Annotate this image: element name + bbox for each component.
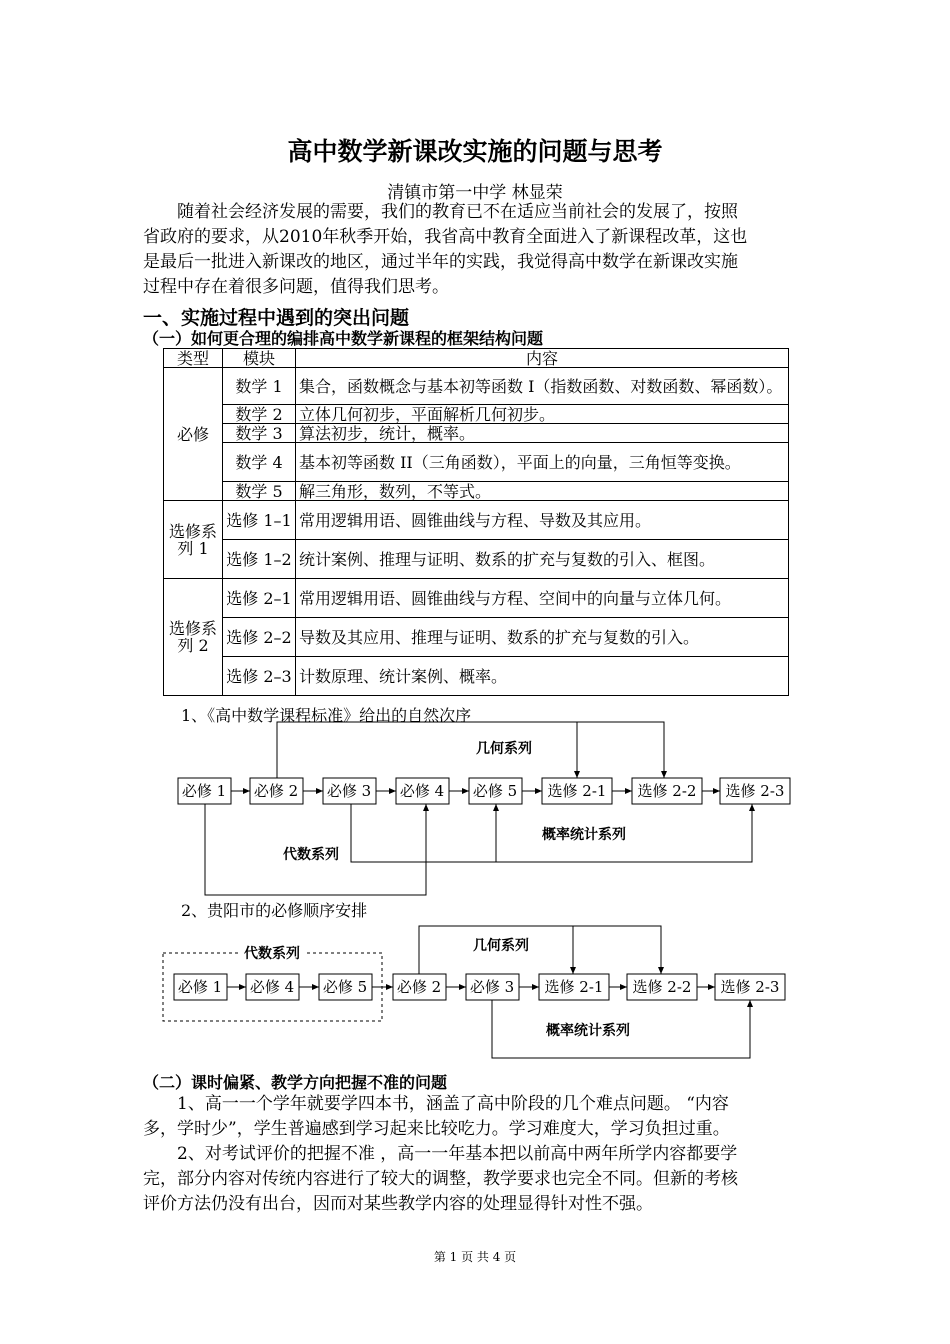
node-label: 必修 4 [249, 978, 295, 996]
page-footer: 第 1 页 共 4 页 [433, 1250, 517, 1264]
node-label: 选修 2-2 [637, 782, 697, 800]
module-cell: 选修 1–1 [223, 501, 296, 540]
intro-line: 随着社会经济发展的需要，我们的教育已不在适应当前社会的发展了，按照 [177, 202, 738, 222]
content-cell: 统计案例、推理与证明、数系的扩充与复数的引入、框图。 [296, 540, 789, 579]
geometry-connector [277, 722, 664, 778]
node-label: 必修 5 [322, 978, 368, 996]
diagram1-caption: 1、《高中数学课程标准》给出的自然次序 [181, 706, 472, 725]
node-label: 必修 3 [469, 978, 515, 996]
paragraph-line: 多，学时少”，学生普遍感到学习起来比较吃力。学习难度大，学习负担过重。 [143, 1119, 730, 1139]
node-label: 必修 1 [177, 978, 223, 996]
node-label: 选修 2-1 [547, 782, 607, 800]
paragraph-3 [143, 1142, 811, 1217]
subsection-heading-2: （二）课时偏紧、教学方向把握不准的问题 [143, 1073, 448, 1092]
probability-series-label: 概率统计系列 [542, 827, 626, 843]
geometry-series-label: 几何系列 [473, 938, 529, 954]
intro-line: 是最后一批进入新课改的地区，通过半年的实践，我觉得高中数学在新课改实施 [143, 252, 738, 272]
table-header: 类型 [164, 349, 223, 368]
content-cell: 导数及其应用、推理与证明、数系的扩充与复数的引入。 [296, 618, 789, 657]
algebra-series-label: 代数系列 [244, 946, 300, 962]
node-label: 必修 1 [181, 782, 227, 800]
module-cell: 选修 2–1 [223, 579, 296, 618]
diagram2-caption: 2、贵阳市的必修顺序安排 [181, 901, 368, 920]
paragraph-line: 2、对考试评价的把握不准 ，高一一年基本把以前高中两年所学内容都要学 [177, 1144, 738, 1164]
content-cell: 算法初步，统计，概率。 [296, 424, 789, 443]
algebra-series-label: 代数系列 [283, 847, 339, 863]
node-label: 必修 2 [253, 782, 299, 800]
module-cell: 数学 1 [223, 368, 296, 405]
author-line: 清镇市第一中学 林显荣 [387, 183, 563, 203]
module-cell: 数学 2 [223, 405, 296, 424]
intro-line: 省政府的要求，从2010年秋季开始，我省高中教育全面进入了新课程改革，这也 [143, 227, 748, 247]
content-cell: 解三角形，数列，不等式。 [296, 482, 789, 501]
section-heading-1: 一、实施过程中遇到的突出问题 [143, 307, 410, 329]
paragraph-line: 完，部分内容对传统内容进行了较大的调整，教学要求也完全不同。但新的考核 [143, 1169, 738, 1189]
module-cell: 选修 1–2 [223, 540, 296, 579]
type-cell: 必修 [164, 368, 223, 501]
node-label: 必修 5 [472, 782, 518, 800]
node-label: 选修 2-3 [725, 782, 785, 800]
type-cell: 选修系列 2 [164, 579, 223, 696]
intro-line: 过程中存在着很多问题，值得我们思考。 [143, 277, 449, 297]
table-header: 内容 [296, 349, 789, 368]
content-cell: 立体几何初步，平面解析几何初步。 [296, 405, 789, 424]
content-cell: 计数原理、统计案例、概率。 [296, 657, 789, 696]
content-cell: 常用逻辑用语、圆锥曲线与方程、空间中的向量与立体几何。 [296, 579, 789, 618]
node-label: 选修 2-1 [544, 978, 604, 996]
paragraph-line: 1、高一一个学年就要学四本书，涵盖了高中阶段的几个难点问题。 “内容 [177, 1094, 729, 1114]
geometry-connector [419, 926, 661, 974]
node-label: 选修 2-3 [720, 978, 780, 996]
subsection-heading-1: （一）如何更合理的编排高中数学新课程的框架结构问题 [143, 329, 544, 348]
node-label: 必修 3 [326, 782, 372, 800]
paragraph-line: 评价方法仍没有出台，因而对某些教学内容的处理显得针对性不强。 [143, 1194, 653, 1214]
content-cell: 基本初等函数 II（三角函数），平面上的向量，三角恒等变换。 [296, 443, 789, 482]
module-cell: 选修 2–2 [223, 618, 296, 657]
module-cell: 数学 5 [223, 482, 296, 501]
type-cell: 选修系列 1 [164, 501, 223, 579]
node-label: 选修 2-2 [632, 978, 692, 996]
node-label: 必修 2 [396, 978, 442, 996]
paragraph-2 [143, 1092, 811, 1142]
document-title: 高中数学新课改实施的问题与思考 [287, 137, 663, 166]
content-cell: 常用逻辑用语、圆锥曲线与方程、导数及其应用。 [296, 501, 789, 540]
module-cell: 选修 2–3 [223, 657, 296, 696]
node-label: 必修 4 [399, 782, 445, 800]
probability-series-label: 概率统计系列 [546, 1023, 630, 1039]
geometry-series-label: 几何系列 [476, 741, 532, 757]
module-cell: 数学 3 [223, 424, 296, 443]
content-cell: 集合，函数概念与基本初等函数 I（指数函数、对数函数、幂函数）。 [296, 368, 789, 405]
module-cell: 数学 4 [223, 443, 296, 482]
table-header: 模块 [223, 349, 296, 368]
